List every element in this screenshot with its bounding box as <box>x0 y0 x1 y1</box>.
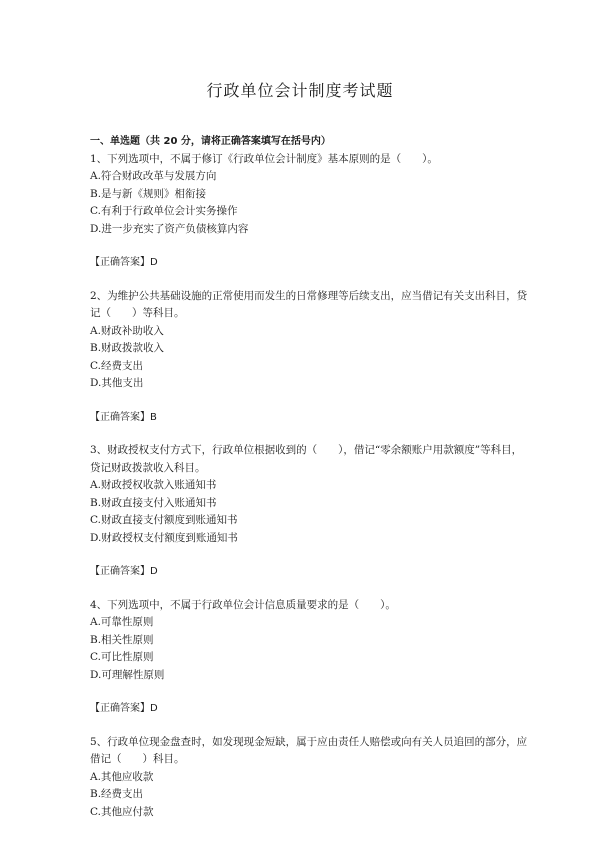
question-2 <box>90 288 530 427</box>
option-b: B.是与新《规则》相衔接 <box>90 187 207 200</box>
question-5 <box>90 734 530 822</box>
correct-answer: 【正确答案】D <box>90 703 158 714</box>
question-4 <box>90 597 530 718</box>
question-1 <box>90 151 530 272</box>
section-heading: 一、单选题（共 20 分，请将正确答案填写在括号内） <box>90 136 331 147</box>
option-a: A.符合财政改革与发展方向 <box>90 170 217 182</box>
exam-content <box>90 133 530 821</box>
correct-answer: 【正确答案】B <box>90 411 157 423</box>
option-c: C.可比性原则 <box>90 651 154 663</box>
question-stem: 3、财政授权支付方式下，行政单位根据收到的（ ），借记“零余额账户用款额度”等科目，贷记财政拨款收入科目。 <box>90 444 523 474</box>
option-a: A.财政补助收入 <box>90 324 164 337</box>
option-d: D.其他支出 <box>90 377 144 389</box>
option-c: C.经费支出 <box>90 359 143 372</box>
question-stem: 1、下列选项中，不属于修订《行政单位会计制度》基本原则的是（ ）。 <box>90 152 438 165</box>
option-a: A.可靠性原则 <box>90 616 154 628</box>
page-title: 行政单位会计制度考试题 <box>206 81 394 100</box>
option-a: A.财政授权收款入账通知书 <box>90 479 217 491</box>
correct-answer: 【正确答案】D <box>90 566 158 577</box>
option-a: A.其他应收款 <box>90 770 154 783</box>
question-stem: 4、下列选项中，不属于行政单位会计信息质量要求的是（ ）。 <box>90 598 396 611</box>
option-d: D.可理解性原则 <box>90 668 165 681</box>
option-d: D.进一步充实了资产负债核算内容 <box>90 222 249 235</box>
option-c: C.其他应付款 <box>90 805 154 818</box>
option-b: B.财政直接支付入账通知书 <box>90 496 217 509</box>
option-b: B.财政拨款收入 <box>90 342 165 354</box>
question-stem: 5、行政单位现金盘查时，如发现现金短缺，属于应由责任人赔偿或向有关人员追回的部分，应借记（ ）科目。 <box>90 735 528 765</box>
option-d: D.财政授权支付额度到账通知书 <box>90 531 238 544</box>
question-3 <box>90 442 530 581</box>
question-stem: 2、为维护公共基础设施的正常使用而发生的日常修理等后续支出，应当借记有关支出科目，贷记（ ）等科目。 <box>90 289 528 319</box>
correct-answer: 【正确答案】D <box>90 257 158 268</box>
option-c: C.财政直接支付额度到账通知书 <box>90 514 238 526</box>
option-c: C.有利于行政单位会计实务操作 <box>90 205 238 217</box>
option-b: B.相关性原则 <box>90 633 154 646</box>
option-b: B.经费支出 <box>90 788 144 800</box>
